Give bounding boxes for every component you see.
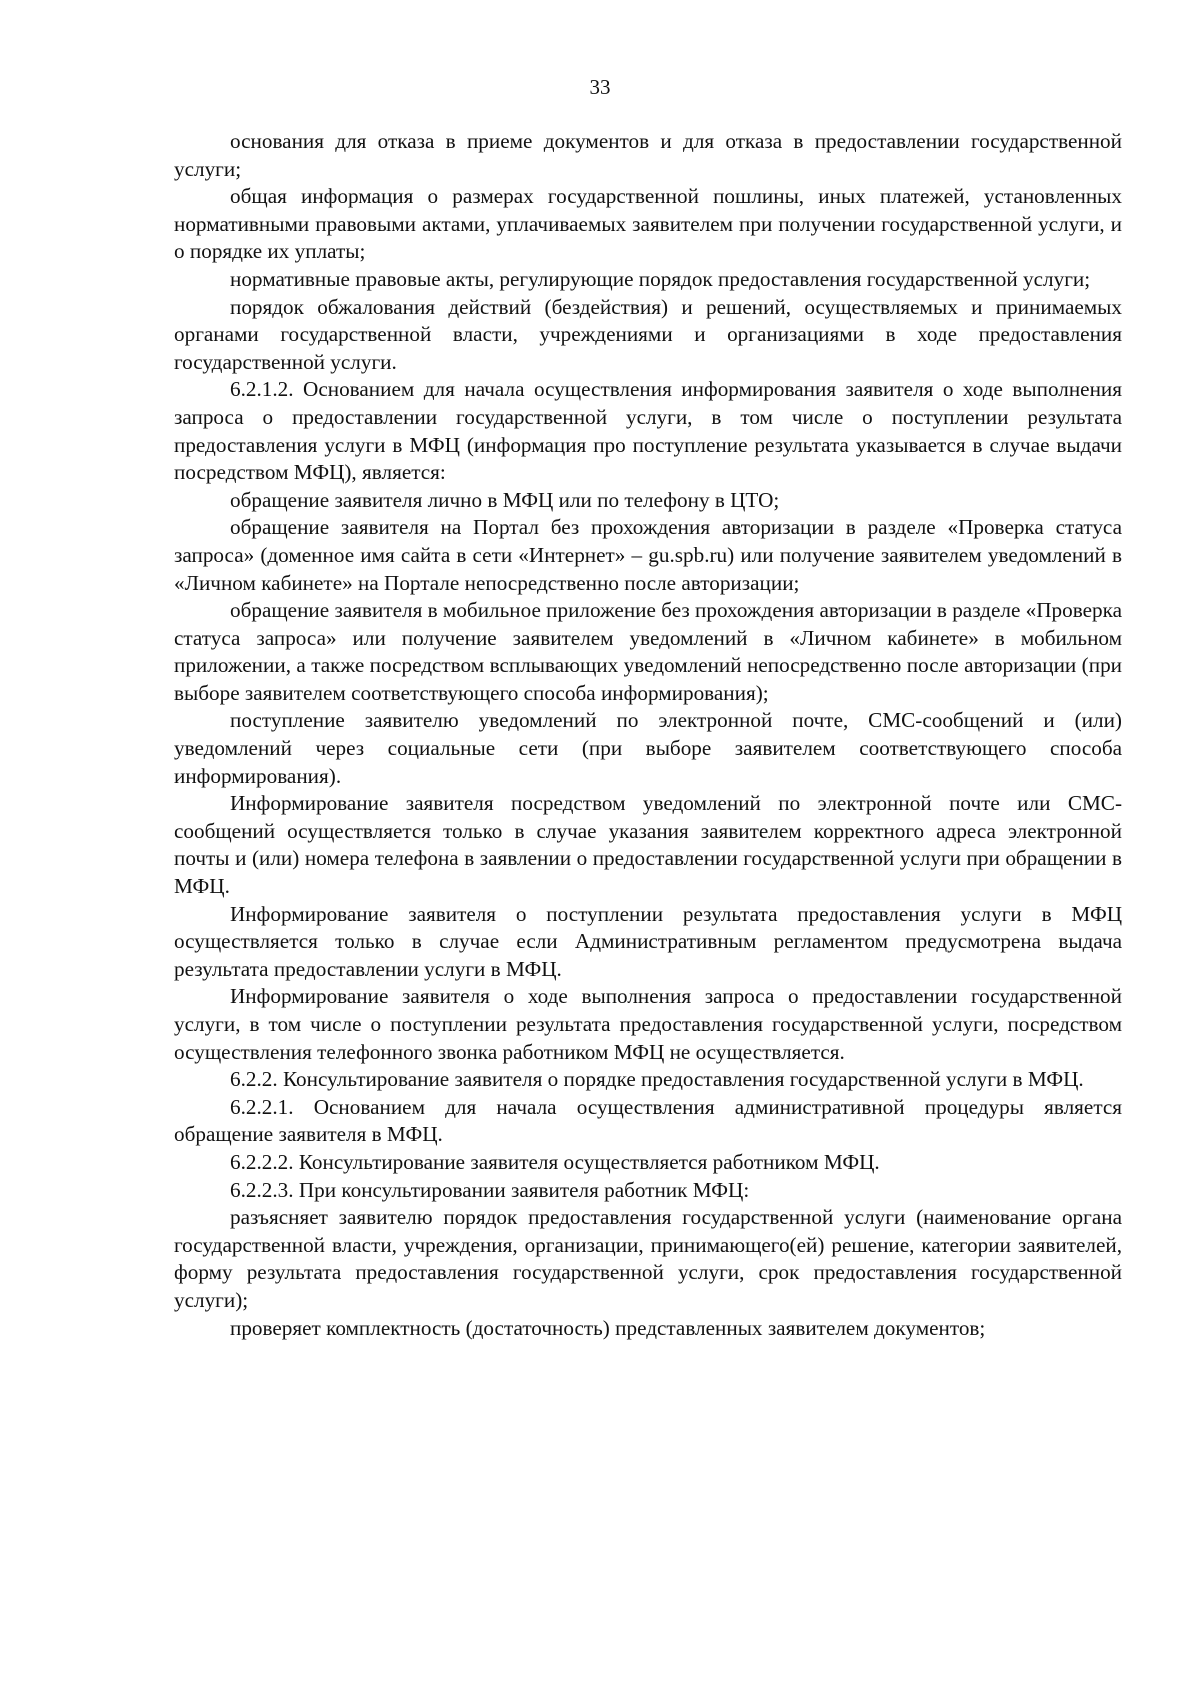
document-body [174,128,1122,1342]
page-number: 33 [589,75,611,99]
paragraph: Информирование заявителя посредством уведомлений по электронной почте или СМС-сообщений осуществляется только в случае указания заявителем корректного адреса электронной почты и (или) номера телефона в заявлении о предоставлении государственной услуги при обращении в МФЦ. [174,791,1122,899]
paragraph: обращение заявителя на Портал без прохождения авторизации в разделе «Проверка статуса запроса» (доменное имя сайта в сети «Интернет» – gu.spb.ru) или получение заявителем уведомлений в «Личном кабинете» на Портале непосредственно после авторизации; [174,515,1122,595]
paragraph: Информирование заявителя о поступлении результата предоставления услуги в МФЦ осуществляется только в случае если Административным регламентом предусмотрена выдача результата предоставлении услуги в МФЦ. [174,901,1122,981]
paragraph: 6.2.2.3. При консультировании заявителя работник МФЦ: [230,1177,750,1202]
paragraph: 6.2.2.2. Консультирование заявителя осуществляется работником МФЦ. [230,1149,880,1174]
paragraph: основания для отказа в приеме документов и для отказа в предоставлении государственной услуги; [174,129,1122,181]
paragraph: поступление заявителю уведомлений по электронной почте, СМС-сообщений и (или) уведомлений через социальные сети (при выборе заявителем соответствующего способа информирования). [174,708,1122,788]
paragraph: обращение заявителя в мобильное приложение без прохождения авторизации в разделе «Проверка статуса запроса» или получение заявителем уведомлений в «Личном кабинете» в мобильном приложении, а также посредством всплывающих уведомлений непосредственно после авторизации (при выборе заявителем соответствующего способа информирования); [174,598,1122,705]
paragraph: 6.2.2. Консультирование заявителя о порядке предоставления государственной услуги в МФЦ. [230,1067,1084,1092]
paragraph: разъясняет заявителю порядок предоставления государственной услуги (наименование органа государственной власти, учреждения, организации, принимающего(ей) решение, категории заявителей, форму результата предоставления государственной услуги, срок предоставления государственной услуги); [174,1205,1122,1312]
paragraph: 6.2.1.2. Основанием для начала осуществления информирования заявителя о ходе выполнения запроса о предоставлении государственной услуги, в том числе о поступлении результата предоставления услуги в МФЦ (информация про поступление результата указывается в случае выдачи посредством МФЦ), является: [174,377,1122,485]
paragraph: Информирование заявителя о ходе выполнения запроса о предоставлении государственной услуги, в том числе о поступлении результата предоставления государственной услуги, посредством осуществления телефонного звонка работником МФЦ не осуществляется. [174,984,1122,1064]
paragraph: 6.2.2.1. Основанием для начала осуществления административной процедуры является обращение заявителя в МФЦ. [174,1094,1122,1147]
paragraph: нормативные правовые акты, регулирующие порядок предоставления государственной услуги; [230,266,1091,291]
paragraph: проверяет комплектность (достаточность) представленных заявителем документов; [230,1315,986,1340]
paragraph: порядок обжалования действий (бездействия) и решений, осуществляемых и принимаемых органами государственной власти, учреждениями и организациями в ходе предоставления государственной услуги. [174,294,1122,374]
paragraph: обращение заявителя лично в МФЦ или по телефону в ЦТО; [230,487,780,512]
paragraph: общая информация о размерах государственной пошлины, иных платежей, установленных нормативными правовыми актами, уплачиваемых заявителем при получении государственной услуги, и о порядке их уплаты; [174,184,1122,264]
